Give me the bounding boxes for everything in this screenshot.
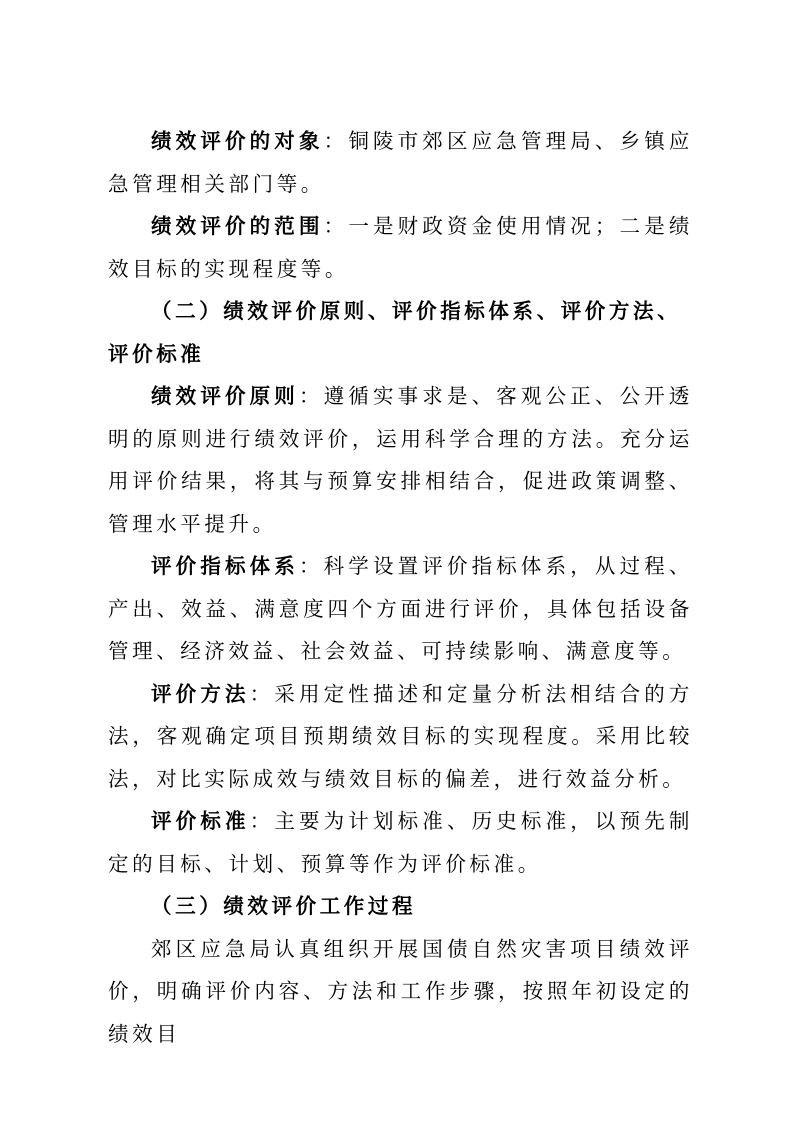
paragraph-label: 绩效评价的对象 — [151, 129, 324, 153]
paragraph-text: 郊区应急局认真组织开展国债自然灾害项目绩效评价，明确评价内容、方法和工作步骤，按照年初设定的绩效目 — [108, 936, 693, 1046]
paragraph-text: 主要为计划标准、历史标准，以预先制定的目标、计划、预算等作为评价标准。 — [108, 809, 694, 876]
paragraph-evaluation-standard — [108, 800, 693, 885]
paragraph-text: 铜陵市郊区应急管理局、乡镇应急管理相关部门等。 — [108, 129, 694, 196]
document-page — [108, 120, 693, 1055]
paragraph-evaluation-scope — [108, 205, 693, 290]
paragraph-label: 绩效评价的范围 — [151, 214, 324, 238]
paragraph-text: 一是财政资金使用情况；二是绩效目标的实现程度等。 — [108, 214, 694, 281]
paragraph-evaluation-principle — [108, 375, 693, 545]
paragraph-evaluation-method — [108, 673, 693, 801]
paragraph-text: 遵循实事求是、客观公正、公开透明的原则进行绩效评价，运用科学合理的方法。充分运用评价结果，将其与预算安排相结合，促进政策调整、管理水平提升。 — [108, 384, 693, 536]
label-separator: ： — [323, 129, 349, 153]
section-heading-3: （三）绩效评价工作过程 — [151, 894, 417, 918]
label-separator: ： — [249, 809, 275, 833]
section-heading-2: （二）绩效评价原则、评价指标体系、评价方法、评价标准 — [108, 299, 682, 366]
paragraph-text: 科学设置评价指标体系，从过程、产出、效益、满意度四个方面进行评价，具体包括设备管理、经济效益、社会效益、可持续影响、满意度等。 — [108, 554, 693, 663]
label-separator: ： — [323, 214, 349, 238]
label-separator: ： — [249, 681, 275, 706]
paragraph-label: 评价标准 — [151, 809, 250, 833]
paragraph-work-process — [108, 928, 693, 1056]
paragraph-label: 评价指标体系 — [151, 554, 299, 578]
paragraph-evaluation-object — [108, 120, 693, 205]
paragraph-text: 采用定性描述和定量分析法相结合的方法，客观确定项目预期绩效目标的实现程度。采用比较法，对比实际成效与绩效目标的偏差，进行效益分析。 — [108, 681, 694, 791]
label-separator: ： — [298, 554, 324, 578]
label-separator: ： — [298, 384, 324, 408]
paragraph-label: 评价方法 — [151, 681, 250, 706]
paragraph-label: 绩效评价原则 — [151, 384, 299, 408]
paragraph-indicator-system — [108, 545, 693, 673]
